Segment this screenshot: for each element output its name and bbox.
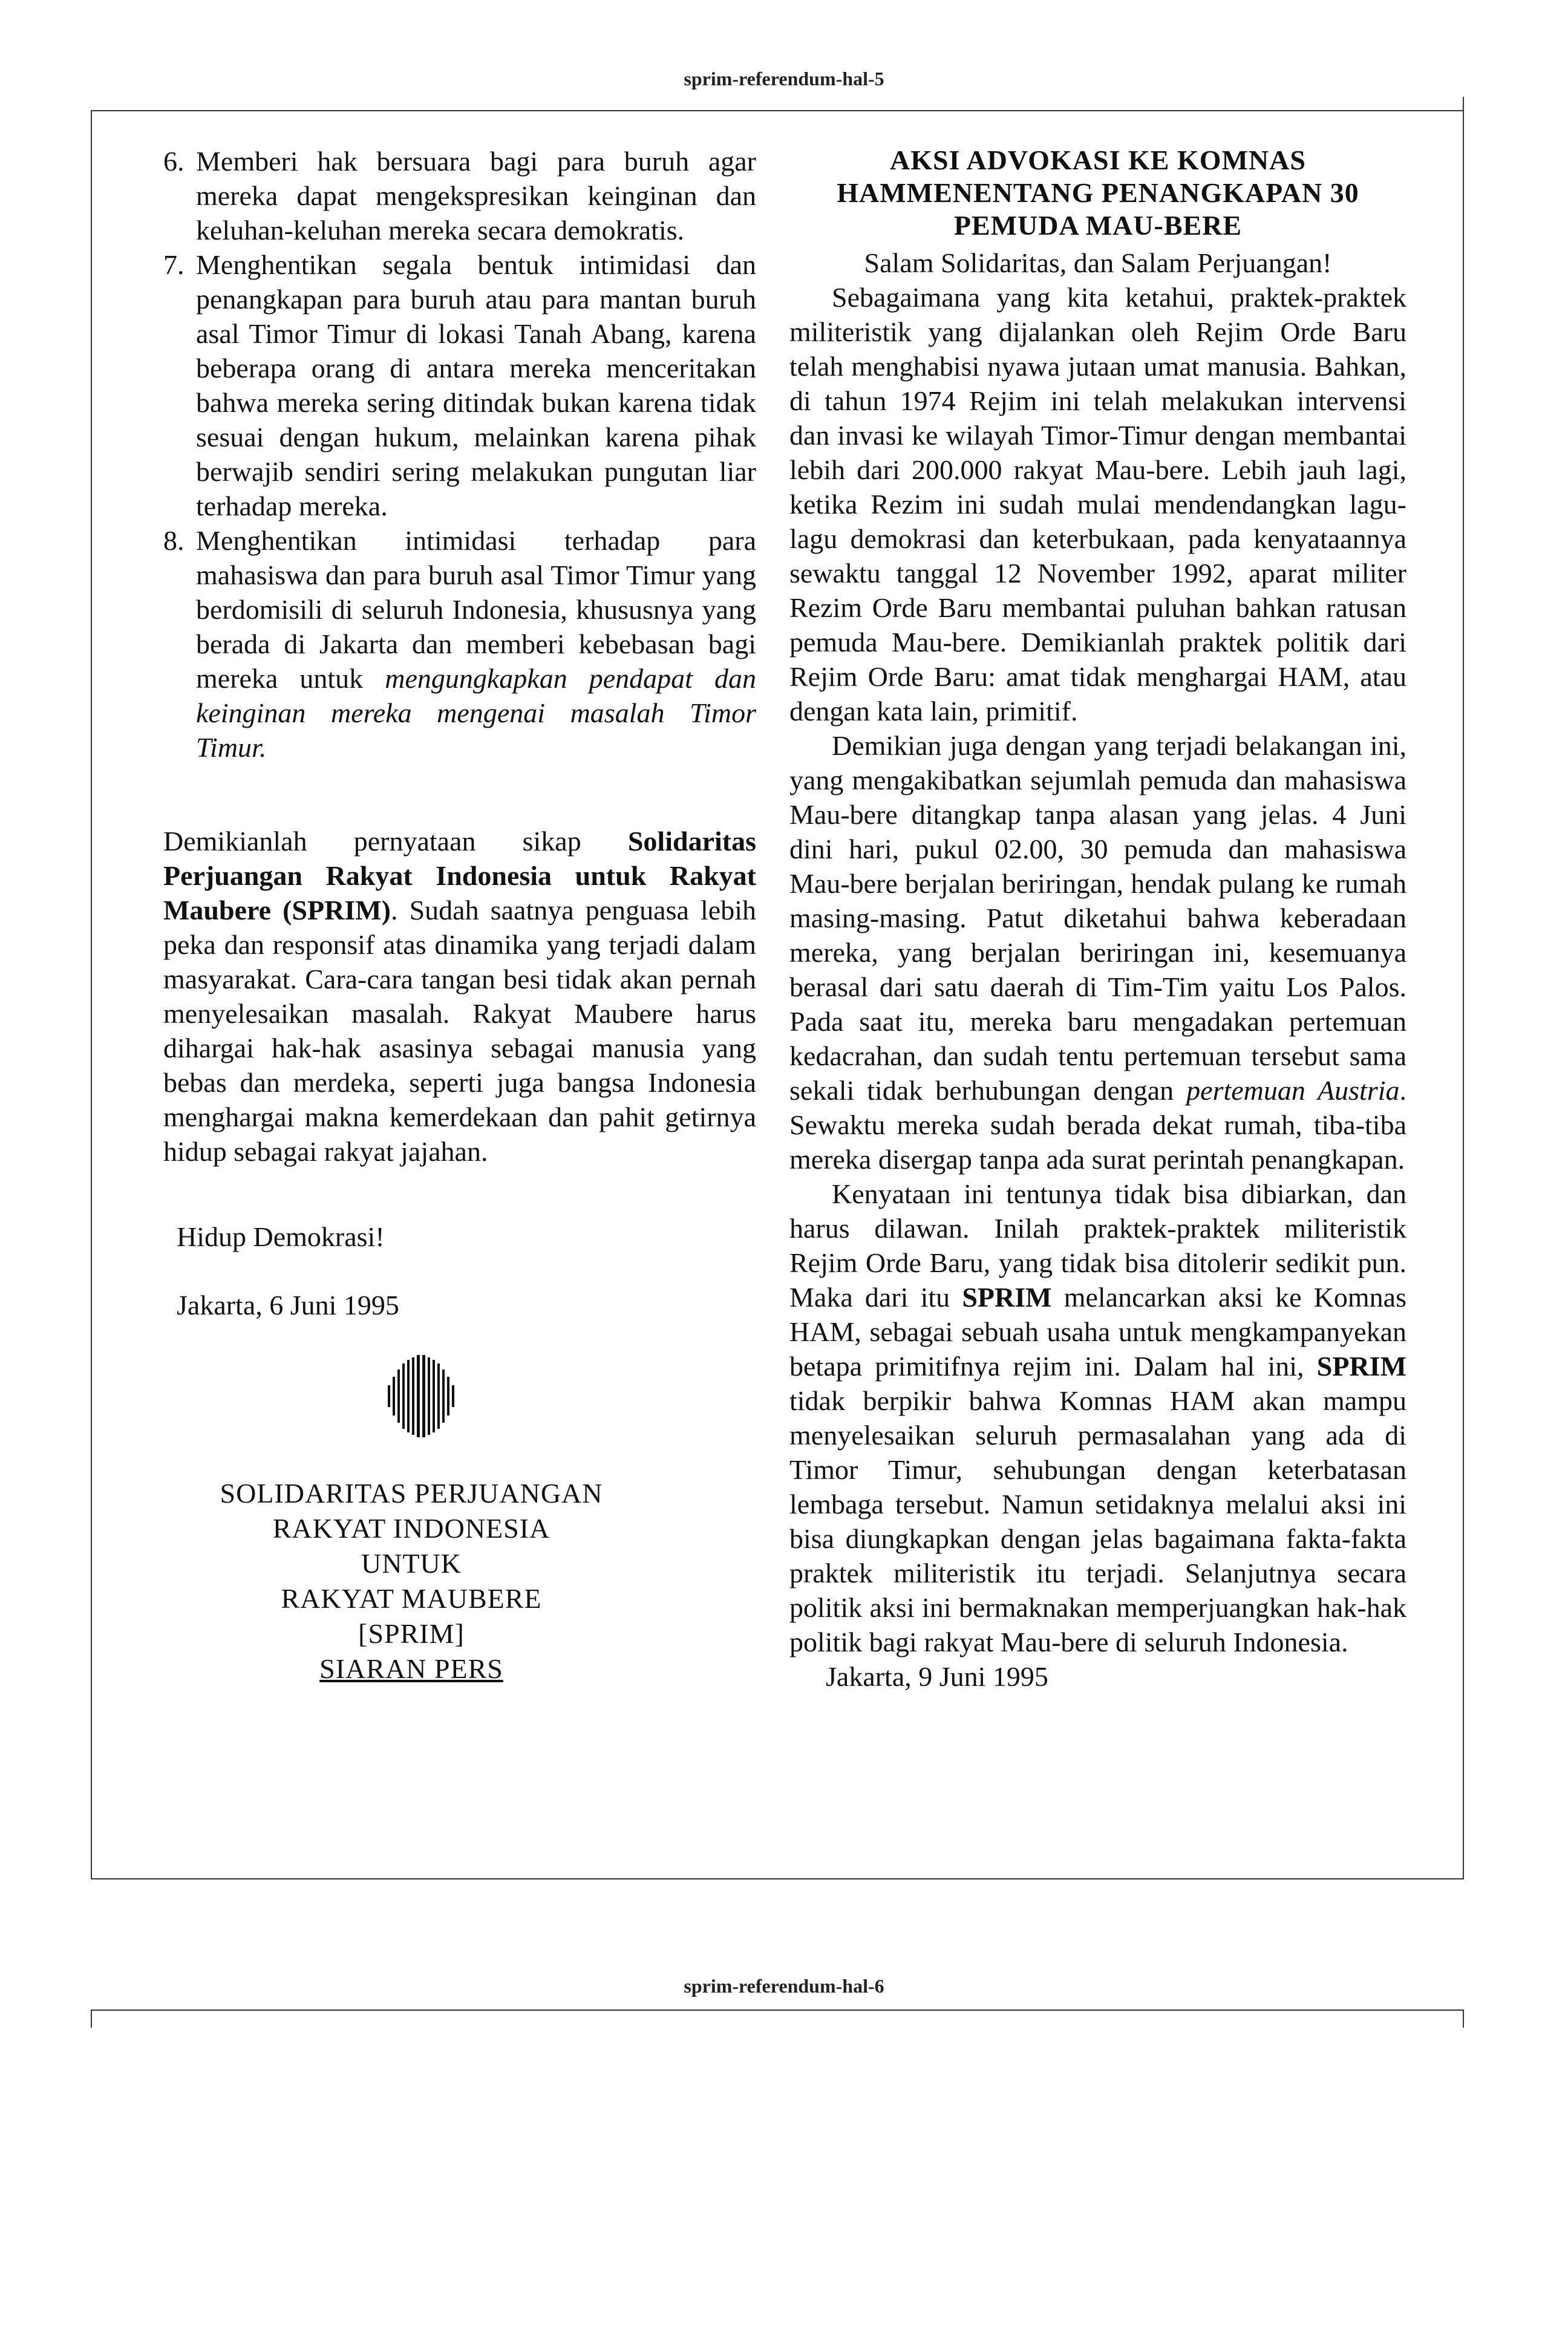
next-page-right-tick (1463, 2010, 1464, 2028)
right-column (789, 144, 1406, 1694)
org-line: SOLIDARITAS PERJUANGAN (220, 1478, 603, 1509)
paragraph-2 (789, 728, 1406, 1177)
paragraph-3-d: tidak berpikir bahwa Komnas HAM akan mampu menyelesaikan seluruh permasalahan yang ada di Timor Timur, sehubungan dengan keterbatasan lembaga tersebut. Namun setidaknya melalui aksi ini bisa diungkapkan dengan jelas bagaimana fakta-fakta praktek militeristik itu terjadi. Selanjutnya secara politik aksi ini bermaknakan memperjuangkan hak-hak politik bagi rakyat Mau-bere di seluruh Indonesia. (789, 1385, 1406, 1657)
salute: Hidup Demokrasi! (177, 1221, 385, 1252)
paragraph-3-sprim-1: SPRIM (962, 1282, 1052, 1313)
list-item-6 (163, 144, 756, 247)
left-column (163, 144, 756, 1686)
org-line: [SPRIM] (358, 1618, 465, 1649)
title-line: AKSI ADVOKASI KE KOMNAS (890, 145, 1306, 175)
title-line: HAMMENENTANG PENANGKAPAN 30 (837, 177, 1359, 208)
closing-org-name: Solidaritas Perjuangan Rakyat Indonesia untuk Rakyat Maubere (SPRIM) (163, 826, 756, 926)
sprim-logo-icon (384, 1354, 457, 1438)
org-press-release-label: SIARAN PERS (319, 1653, 503, 1684)
paragraph-2-italic: pertemuan Austria (1186, 1075, 1400, 1106)
frame-right-rule (1463, 97, 1464, 1879)
paragraph-1: Sebagaimana yang kita ketahui, praktek-praktek militeristik yang dijalankan oleh Rejim Orde Baru telah menghabisi nyawa jutaan umat manusia. Bahkan, di tahun 1974 Rejim ini telah melakukan intervensi dan invasi ke wilayah Timor-Timur dengan membantai lebih dari 200.000 rakyat Mau-bere. Lebih jauh lagi, ketika Rezim ini sudah mulai mendendangkan lagu-lagu demokrasi dan keterbukaan, pada kenyataannya sewaktu tanggal 12 November 1992, aparat militer Rezim Orde Baru membantai puluhan bahkan ratusan pemuda Mau-bere. Demikianlah praktek politik dari Rejim Orde Baru: amat tidak menghargai HAM, atau dengan kata lain, primitif. (789, 282, 1406, 726)
list-item-number: 6. (163, 146, 185, 177)
paragraph-3 (789, 1177, 1406, 1659)
org-line: RAKYAT MAUBERE (281, 1583, 542, 1614)
title-line: PEMUDA MAU-BERE (953, 210, 1243, 241)
page-header-top: sprim-referendum-hal-5 (684, 68, 884, 90)
paragraph-3-sprim-2: SPRIM (1316, 1351, 1406, 1382)
paragraph-3-c: melancarkan aksi ke Komnas HAM, sebagai sebuah usaha untuk mengkampanyekan betapa primitifnya rejim ini. Dalam hal ini, (789, 1282, 1406, 1382)
list-item-7 (163, 247, 756, 523)
left-date: Jakarta, 6 Juni 1995 (177, 1290, 399, 1321)
greeting: Salam Solidaritas, dan Salam Perjuangan! (864, 247, 1332, 278)
paragraph-3-a: Kenyataan ini tentunya tidak bisa dibiarkan, dan harus dilawan. Inilah praktek-praktek militeristik Rejim Orde Baru, yang tidak bisa ditolerir sedikit pun. Maka dari itu (789, 1178, 1406, 1313)
frame-top-rule (91, 110, 1464, 111)
closing-pre: Demikianlah pernyataan sikap (163, 826, 628, 857)
org-signature-block (67, 1476, 756, 1686)
list-item-text (196, 523, 756, 765)
paragraph-2-pre: Demikian juga dengan yang terjadi belakangan ini, yang mengakibatkan sejumlah pemuda dan mahasiswa Mau-bere ditangkap tanpa alasan yang jelas. 4 Juni dini hari, pukul 02.00, 30 pemuda dan mahasiswa Mau-bere berjalan beriringan, hendak pulang ke rumah masing-masing. Patut diketahui bahwa keberadaan mereka, yang berjalan beriringan ini, kesemuanya berasal dari satu daerah di Tim-Tim yaitu Los Palos. Pada saat itu, mereka baru mengadakan pertemuan kedacrahan, dan sudah tentu pertemuan tersebut sama sekali tidak berhubungan dengan (789, 730, 1406, 1106)
list-item-text-italic: mengungkapkan pendapat dan keinginan mereka mengenai masalah Timor Timur. (196, 663, 756, 763)
sprim-logo (85, 1354, 756, 1438)
frame-bottom-rule (91, 1878, 1464, 1879)
org-line: RAKYAT INDONESIA (272, 1513, 550, 1544)
article-title (789, 144, 1406, 242)
list-item-text: Menghentikan segala bentuk intimidasi dan penangkapan para buruh atau para mantan buruh asal Timor Timur di lokasi Tanah Abang, karena beberapa orang di antara mereka menceritakan bahwa mereka sering ditindak bukan karena tidak sesuai dengan hukum, melainkan karena pihak berwajib sendiri sering melakukan pungutan liar terhadap mereka. (196, 249, 756, 521)
next-page-left-tick (91, 2010, 92, 2028)
list-item-8 (163, 523, 756, 765)
right-date: Jakarta, 9 Juni 1995 (826, 1661, 1048, 1692)
closing-statement (163, 824, 756, 1169)
closing-post: . Sudah saatnya penguasa lebih peka dan responsif atas dinamika yang terjadi dalam masyarakat. Cara-cara tangan besi tidak akan pernah menyelesaikan masalah. Rakyat Maubere harus dihargai hak-hak asasinya sebagai manusia yang bebas dan merdeka, seperti juga bangsa Indonesia menghargai makna kemerdekaan dan pahit getirnya hidup sebagai rakyat jajahan. (163, 895, 757, 1167)
page-header-bottom: sprim-referendum-hal-6 (684, 1975, 884, 1997)
list-item-text-plain: Menghentikan intimidasi terhadap para mahasiswa dan para buruh asal Timor Timur yang berdomisili di seluruh Indonesia, khususnya yang berada di Jakarta dan memberi kebebasan bagi mereka untuk (196, 525, 756, 694)
paragraph-2-post: . Sewaktu mereka sudah berada dekat rumah, tiba-tiba mereka disergap tanpa ada surat perintah penangkapan. (789, 1075, 1406, 1175)
next-page-top-rule (91, 2010, 1464, 2011)
org-line: UNTUK (361, 1548, 462, 1579)
list-item-number: 7. (163, 249, 185, 280)
list-item-text: Memberi hak bersuara bagi para buruh agar mereka dapat mengekspresikan keinginan dan keluhan-keluhan mereka secara demokratis. (196, 146, 756, 246)
list-item-number: 8. (163, 525, 185, 556)
